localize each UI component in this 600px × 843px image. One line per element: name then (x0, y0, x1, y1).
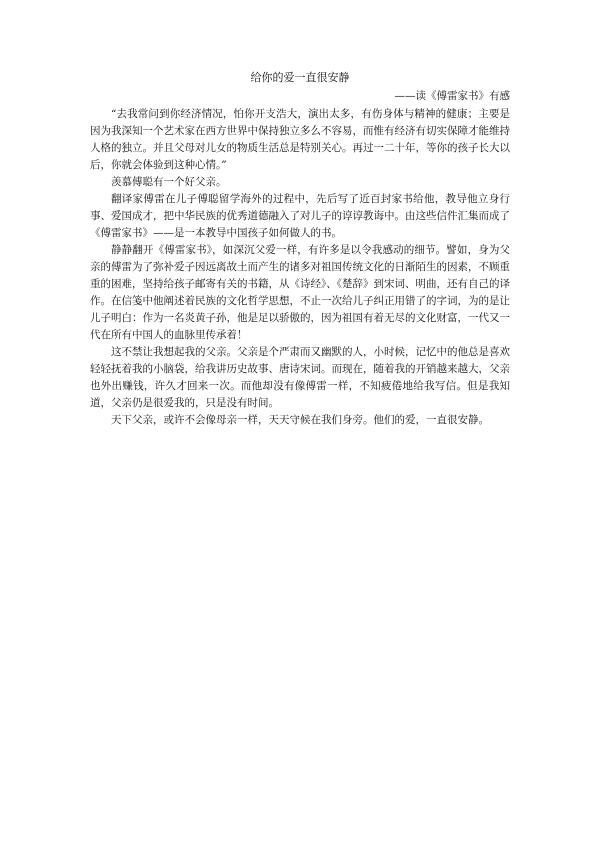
paragraph-conclusion: 天下父亲，或许不会像母亲一样，天天守候在我们身旁。他们的爱，一直很安静。 (111, 414, 489, 426)
essay-title: 给你的爱一直很安静 (250, 71, 350, 84)
paragraph-my-father: 这不禁让我想起我的父亲。父亲是个严肃而又幽默的人，小时候，记忆中的他总是喜欢轻轻抚着我的小脑袋，给我讲历史故事、唐诗宋词。而现在，随着我的开销越来越大，父亲也外出赚钱，许久才回来一次。而他却没有像傅雷一样，不知疲倦地给我写信。但是我知道，父亲仍是很爱我的，只是没有时间。 (90, 346, 510, 409)
paragraph-quote: “去我常问到你经济情况，怕你开支浩大，演出太多，有伤身体与精神的健康；主要是因为我深知一个艺术家在西方世界中保持独立多么不容易，而惟有经济有切实保障才能维持人格的独立。并且父母对儿女的物质生活总是特别关心。再过一二十年，等你的孩子长大以后，你就会体验到这种心情。” (90, 108, 510, 171)
essay-subtitle: ——读《傅雷家书》有感 (394, 90, 510, 102)
paragraph-background: 翻译家傅雷在儿子傅聪留学海外的过程中，先后写了近百封家书给他，教导他立身行事、爱国成才，把中华民族的优秀道德融入了对儿子的谆谆教诲中。由这些信件汇集而成了《傅雷家书》——是一本教导中国孩子如何做人的书。 (90, 193, 510, 239)
paragraph-envy: 羡慕傅聪有一个好父亲。 (111, 176, 227, 188)
paragraph-details: 静静翻开《傅雷家书》，如深沉父爱一样，有许多是以令我感动的细节。譬如，身为父亲的傅雷为了弥补爱子因远离故土而产生的诸多对祖国传统文化的日渐陌生的因素，不顾重重的困难，坚持给孩子邮寄有关的书籍，从《诗经》、《楚辞》到宋词、明曲，还有自己的译作。在信笺中他阐述着民族的文化哲学思想，不止一次给儿子纠正用错了的字词，为的是让儿子明白：作为一名炎黄子孙，他是足以骄傲的，因为祖国有着无尽的文化财富，一代又一代在所有中国人的血脉里传承着！ (90, 244, 510, 341)
